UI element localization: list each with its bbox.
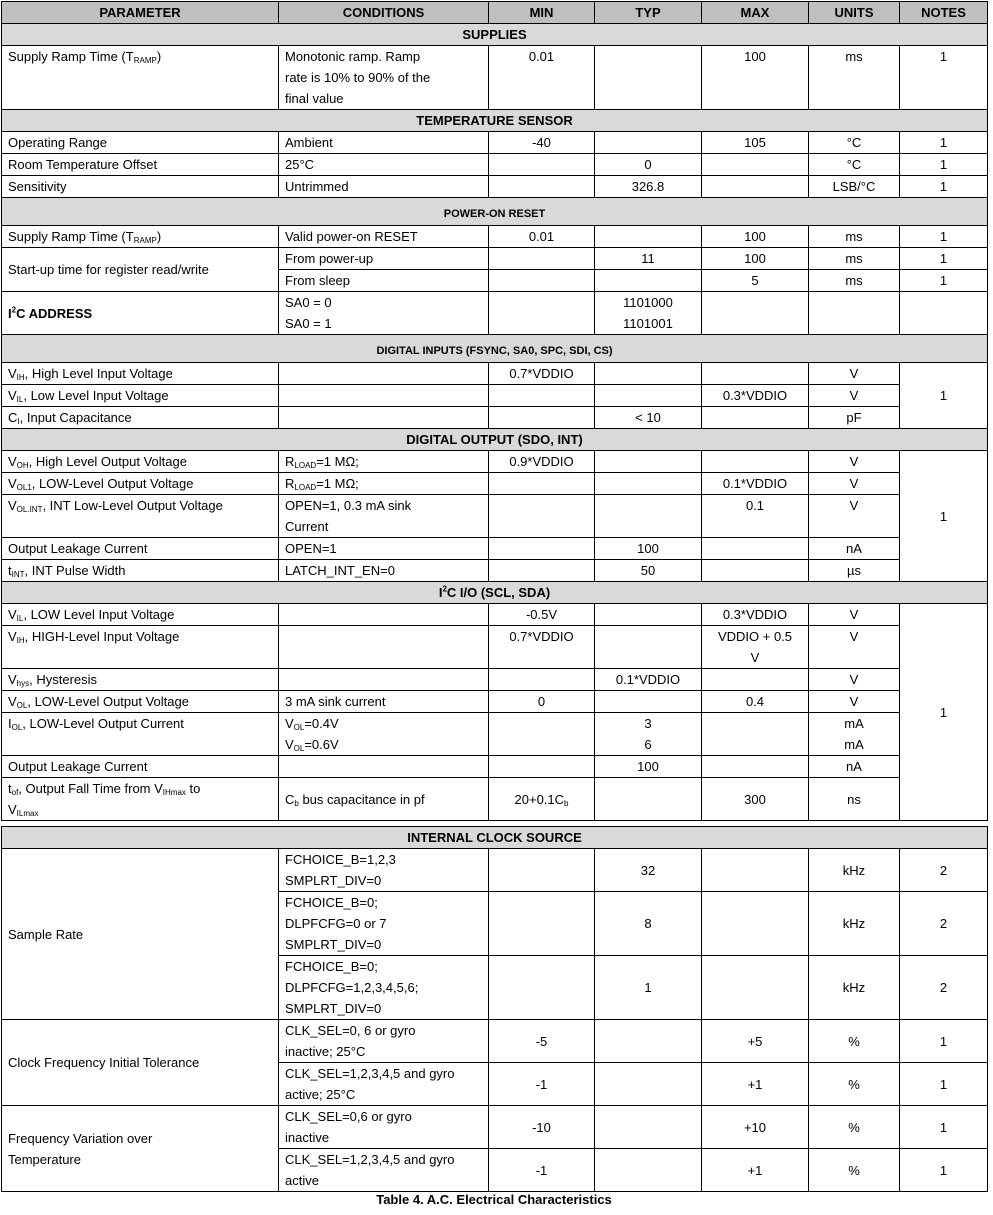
min-cell xyxy=(489,154,595,176)
max-cell: 0.3*VDDIO xyxy=(702,385,809,407)
min-cell: -1 xyxy=(489,1063,595,1106)
min-cell xyxy=(489,538,595,560)
table-row xyxy=(2,849,988,892)
notes-cell: 1 xyxy=(900,270,988,292)
units-cell: V xyxy=(809,669,900,691)
max-cell: +5 xyxy=(702,1020,809,1063)
param-cell: Supply Ramp Time $(T_{RAMP})$ xyxy=(2,46,279,110)
param-cell: $V_{IH}$, High Level Input Voltage xyxy=(2,363,279,385)
cond-cell: FCHOICE_B=1,2,3 SMPLRT_DIV=0 xyxy=(279,849,489,892)
min-cell: 0.9*VDDIO xyxy=(489,451,595,473)
max-cell xyxy=(702,363,809,385)
max-cell: 0.1 xyxy=(702,495,809,538)
max-cell: 100 xyxy=(702,248,809,270)
notes-cell: 1 xyxy=(900,132,988,154)
units-cell: ms xyxy=(809,248,900,270)
typ-cell xyxy=(595,1106,702,1149)
param-cell: $t_{of}$, Output Fall Time from $V_{IHmax}$ to $V_{ILmax}$ xyxy=(2,778,279,821)
notes-cell: 2 xyxy=(900,849,988,892)
notes-cell: 2 xyxy=(900,892,988,956)
cond-cell: CLK_SEL=0, 6 or gyro inactive; 25°C xyxy=(279,1020,489,1063)
typ-cell: 100 xyxy=(595,538,702,560)
param-cell: Clock Frequency Initial Tolerance xyxy=(2,1020,279,1106)
typ-cell: 1 xyxy=(595,956,702,1020)
notes-cell xyxy=(900,292,988,335)
min-cell xyxy=(489,756,595,778)
table-row xyxy=(2,363,988,385)
min-cell xyxy=(489,713,595,756)
min-cell: 0.7*VDDIO xyxy=(489,626,595,669)
typ-cell xyxy=(595,270,702,292)
typ-cell: 0 xyxy=(595,154,702,176)
table-header-row xyxy=(2,2,988,24)
max-cell: 0.1*VDDIO xyxy=(702,473,809,495)
param-cell: Sensitivity xyxy=(2,176,279,198)
min-cell: $20+0.1C_b$ xyxy=(489,778,595,821)
cond-cell: CLK_SEL=1,2,3,4,5 and gyro active; 25°C xyxy=(279,1063,489,1106)
table-row xyxy=(2,1106,988,1149)
typ-cell xyxy=(595,604,702,626)
min-cell: -1 xyxy=(489,1149,595,1192)
section-title: INTERNAL CLOCK SOURCE xyxy=(2,827,988,849)
cond-cell: From sleep xyxy=(279,270,489,292)
min-cell xyxy=(489,473,595,495)
max-cell: 0.4 xyxy=(702,691,809,713)
max-cell: +1 xyxy=(702,1149,809,1192)
typ-cell: 3 6 xyxy=(595,713,702,756)
units-cell: % xyxy=(809,1063,900,1106)
max-cell: +10 xyxy=(702,1106,809,1149)
units-cell: µs xyxy=(809,560,900,582)
units-cell: V xyxy=(809,385,900,407)
max-cell xyxy=(702,292,809,335)
min-cell xyxy=(489,176,595,198)
param-cell: Supply Ramp Time $(T_{RAMP})$ xyxy=(2,226,279,248)
max-cell: +1 xyxy=(702,1063,809,1106)
typ-cell xyxy=(595,778,702,821)
cond-cell xyxy=(279,385,489,407)
col-header-notes: NOTES xyxy=(900,2,988,24)
param-cell: $V_{IL}$, Low Level Input Voltage xyxy=(2,385,279,407)
units-cell: ms xyxy=(809,46,900,110)
table-caption: Table 4. A.C. Electrical Characteristics xyxy=(376,1192,612,1207)
section-title: SUPPLIES xyxy=(2,24,988,46)
cond-cell: 3 mA sink current xyxy=(279,691,489,713)
section-supplies xyxy=(2,24,988,46)
section-title: $I^2C$ I/O (SCL, SDA) xyxy=(2,582,988,604)
units-cell: kHz xyxy=(809,892,900,956)
units-cell: V xyxy=(809,495,900,538)
units-cell: nA xyxy=(809,538,900,560)
table-row xyxy=(2,154,988,176)
max-cell: 300 xyxy=(702,778,809,821)
max-cell xyxy=(702,669,809,691)
cond-cell: Untrimmed xyxy=(279,176,489,198)
notes-cell: 1 xyxy=(900,226,988,248)
col-header-typ: TYP xyxy=(595,2,702,24)
typ-cell: 1101000 1101001 xyxy=(595,292,702,335)
units-cell: °C xyxy=(809,154,900,176)
typ-cell xyxy=(595,1020,702,1063)
min-cell xyxy=(489,669,595,691)
min-cell: 0.01 xyxy=(489,226,595,248)
table-row xyxy=(2,46,988,110)
min-cell: -5 xyxy=(489,1020,595,1063)
param-cell: $V_{IL}$, LOW Level Input Voltage xyxy=(2,604,279,626)
units-cell: mA mA xyxy=(809,713,900,756)
cond-cell: Ambient xyxy=(279,132,489,154)
table-row xyxy=(2,248,988,270)
units-cell: V xyxy=(809,691,900,713)
cond-cell xyxy=(279,407,489,429)
typ-cell xyxy=(595,626,702,669)
notes-cell: 1 xyxy=(900,46,988,110)
units-cell: V xyxy=(809,604,900,626)
cond-cell: OPEN=1 xyxy=(279,538,489,560)
max-cell: 100 xyxy=(702,46,809,110)
notes-cell: 2 xyxy=(900,956,988,1020)
notes-cell: 1 xyxy=(900,363,988,429)
table-row xyxy=(2,691,988,713)
notes-cell: 1 xyxy=(900,1020,988,1063)
param-cell: Operating Range xyxy=(2,132,279,154)
col-header-min: MIN xyxy=(489,2,595,24)
max-cell: VDDIO + 0.5 V xyxy=(702,626,809,669)
col-header-conditions: CONDITIONS xyxy=(279,2,489,24)
param-cell: Output Leakage Current xyxy=(2,756,279,778)
table-row xyxy=(2,495,988,538)
max-cell: 0.3*VDDIO xyxy=(702,604,809,626)
max-cell: 100 xyxy=(702,226,809,248)
typ-cell xyxy=(595,691,702,713)
param-cell: $V_{OL1}$, LOW-Level Output Voltage xyxy=(2,473,279,495)
min-cell: -40 xyxy=(489,132,595,154)
section-digital-output xyxy=(2,429,988,451)
table-row xyxy=(2,669,988,691)
table-row xyxy=(2,560,988,582)
cond-cell: $V_{OL}=0.4V$ $V_{OL}=0.6V$ xyxy=(279,713,489,756)
units-cell: nA xyxy=(809,756,900,778)
table-row xyxy=(2,385,988,407)
min-cell: 0 xyxy=(489,691,595,713)
section-title: DIGITAL OUTPUT (SDO, INT) xyxy=(2,429,988,451)
internal-clock-table xyxy=(1,826,988,1192)
typ-cell xyxy=(595,473,702,495)
param-cell: $V_{OH}$, High Level Output Voltage xyxy=(2,451,279,473)
max-cell xyxy=(702,451,809,473)
section-title: DIGITAL INPUTS (FSYNC, SA0, SPC, SDI, CS) xyxy=(2,335,988,363)
min-cell xyxy=(489,385,595,407)
max-cell xyxy=(702,176,809,198)
cond-cell: $R_{LOAD}=1$ MΩ; xyxy=(279,473,489,495)
units-cell: ns xyxy=(809,778,900,821)
typ-cell: 100 xyxy=(595,756,702,778)
cond-cell: FCHOICE_B=0; DLPFCFG=1,2,3,4,5,6; SMPLRT_DIV=0 xyxy=(279,956,489,1020)
col-header-units: UNITS xyxy=(809,2,900,24)
typ-cell xyxy=(595,451,702,473)
max-cell xyxy=(702,407,809,429)
units-cell: V xyxy=(809,451,900,473)
table-row xyxy=(2,778,988,821)
param-cell: Frequency Variation over Temperature xyxy=(2,1106,279,1192)
table-row xyxy=(2,407,988,429)
min-cell xyxy=(489,560,595,582)
table-row xyxy=(2,292,988,335)
table-row xyxy=(2,226,988,248)
max-cell xyxy=(702,956,809,1020)
units-cell: V xyxy=(809,363,900,385)
typ-cell: 0.1*VDDIO xyxy=(595,669,702,691)
table-row xyxy=(2,756,988,778)
max-cell xyxy=(702,892,809,956)
max-cell xyxy=(702,713,809,756)
section-internal-clock xyxy=(2,827,988,849)
cond-cell: Valid power-on RESET xyxy=(279,226,489,248)
section-power-on-reset xyxy=(2,198,988,226)
param-cell: $I^2C$ ADDRESS xyxy=(2,292,279,335)
typ-cell xyxy=(595,226,702,248)
param-cell: Sample Rate xyxy=(2,849,279,1020)
units-cell: % xyxy=(809,1020,900,1063)
cond-cell: CLK_SEL=0,6 or gyro inactive xyxy=(279,1106,489,1149)
ac-characteristics-table xyxy=(1,1,988,821)
param-cell: $V_{OL}$, LOW-Level Output Voltage xyxy=(2,691,279,713)
typ-cell: 50 xyxy=(595,560,702,582)
min-cell: -10 xyxy=(489,1106,595,1149)
cond-cell xyxy=(279,604,489,626)
param-cell: Room Temperature Offset xyxy=(2,154,279,176)
param-cell: Start-up time for register read/write xyxy=(2,248,279,292)
notes-cell: 1 xyxy=(900,1149,988,1192)
typ-cell: 11 xyxy=(595,248,702,270)
min-cell xyxy=(489,292,595,335)
table-row xyxy=(2,604,988,626)
min-cell xyxy=(489,270,595,292)
min-cell: -0.5V xyxy=(489,604,595,626)
cond-cell: $R_{LOAD}=1$ MΩ; xyxy=(279,451,489,473)
units-cell: % xyxy=(809,1106,900,1149)
max-cell xyxy=(702,756,809,778)
notes-cell: 1 xyxy=(900,1063,988,1106)
typ-cell xyxy=(595,495,702,538)
param-cell: $V_{OL.INT}$, INT Low-Level Output Voltage xyxy=(2,495,279,538)
units-cell: ms xyxy=(809,226,900,248)
units-cell: LSB/°C xyxy=(809,176,900,198)
max-cell xyxy=(702,538,809,560)
typ-cell xyxy=(595,46,702,110)
typ-cell xyxy=(595,363,702,385)
max-cell xyxy=(702,560,809,582)
min-cell xyxy=(489,495,595,538)
table-row xyxy=(2,1020,988,1063)
cond-cell: CLK_SEL=1,2,3,4,5 and gyro active xyxy=(279,1149,489,1192)
section-digital-inputs xyxy=(2,335,988,363)
min-cell: 0.01 xyxy=(489,46,595,110)
notes-cell: 1 xyxy=(900,1106,988,1149)
units-cell: V xyxy=(809,626,900,669)
cond-cell: $C_b$ bus capacitance in pf xyxy=(279,778,489,821)
cond-cell: LATCH_INT_EN=0 xyxy=(279,560,489,582)
notes-cell: 1 xyxy=(900,248,988,270)
param-cell: $V_{hys}$, Hysteresis xyxy=(2,669,279,691)
notes-cell: 1 xyxy=(900,451,988,582)
min-cell: 0.7*VDDIO xyxy=(489,363,595,385)
cond-cell xyxy=(279,363,489,385)
notes-cell: 1 xyxy=(900,604,988,821)
units-cell xyxy=(809,292,900,335)
min-cell xyxy=(489,956,595,1020)
param-cell: $I_{OL}$, LOW-Level Output Current xyxy=(2,713,279,756)
typ-cell: 8 xyxy=(595,892,702,956)
max-cell xyxy=(702,154,809,176)
min-cell xyxy=(489,892,595,956)
typ-cell xyxy=(595,1149,702,1192)
col-header-parameter: PARAMETER xyxy=(2,2,279,24)
cond-cell xyxy=(279,669,489,691)
units-cell: ms xyxy=(809,270,900,292)
table-row xyxy=(2,132,988,154)
col-header-max: MAX xyxy=(702,2,809,24)
units-cell: kHz xyxy=(809,956,900,1020)
cond-cell: FCHOICE_B=0; DLPFCFG=0 or 7 SMPLRT_DIV=0 xyxy=(279,892,489,956)
min-cell xyxy=(489,849,595,892)
cond-cell: OPEN=1, 0.3 mA sink Current xyxy=(279,495,489,538)
param-cell: $t_{INT}$, INT Pulse Width xyxy=(2,560,279,582)
table-row xyxy=(2,538,988,560)
typ-cell xyxy=(595,132,702,154)
notes-cell: 1 xyxy=(900,154,988,176)
cond-cell xyxy=(279,756,489,778)
units-cell: °C xyxy=(809,132,900,154)
cond-cell: 25°C xyxy=(279,154,489,176)
units-cell: % xyxy=(809,1149,900,1192)
notes-cell: 1 xyxy=(900,176,988,198)
max-cell: 5 xyxy=(702,270,809,292)
table-row xyxy=(2,451,988,473)
min-cell xyxy=(489,407,595,429)
typ-cell xyxy=(595,385,702,407)
typ-cell: < 10 xyxy=(595,407,702,429)
section-temperature-sensor xyxy=(2,110,988,132)
section-title: TEMPERATURE SENSOR xyxy=(2,110,988,132)
typ-cell: 326.8 xyxy=(595,176,702,198)
cond-cell: Monotonic ramp. Ramp rate is 10% to 90% of the final value xyxy=(279,46,489,110)
units-cell: kHz xyxy=(809,849,900,892)
table-row xyxy=(2,626,988,669)
typ-cell: 32 xyxy=(595,849,702,892)
max-cell xyxy=(702,849,809,892)
table-row xyxy=(2,473,988,495)
typ-cell xyxy=(595,1063,702,1106)
units-cell: pF xyxy=(809,407,900,429)
cond-cell: From power-up xyxy=(279,248,489,270)
min-cell xyxy=(489,248,595,270)
table-row xyxy=(2,713,988,756)
param-cell: $C_I$, Input Capacitance xyxy=(2,407,279,429)
table-row xyxy=(2,176,988,198)
cond-cell: SA0 = 0 SA0 = 1 xyxy=(279,292,489,335)
section-title: POWER-ON RESET xyxy=(2,198,988,226)
param-cell: $V_{IH}$, HIGH-Level Input Voltage xyxy=(2,626,279,669)
section-i2c-io xyxy=(2,582,988,604)
units-cell: V xyxy=(809,473,900,495)
param-cell: Output Leakage Current xyxy=(2,538,279,560)
max-cell: 105 xyxy=(702,132,809,154)
cond-cell xyxy=(279,626,489,669)
